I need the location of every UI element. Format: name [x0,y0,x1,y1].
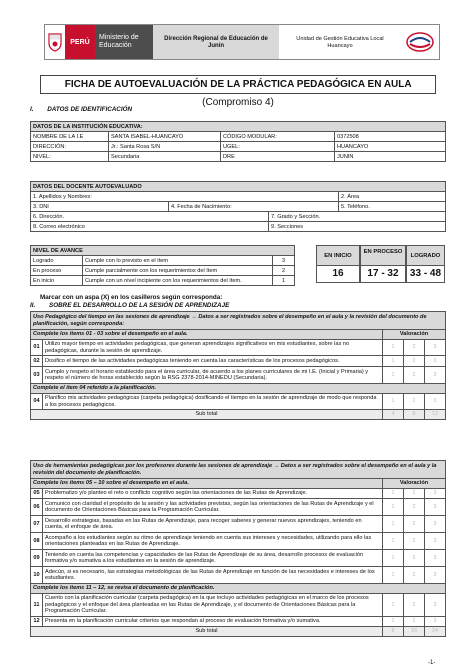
item-text: Planifico mis actividades pedagógicas (carpeta pedagógica) dosificando el tiempo en la sesión de aprendizaje de modo que responda a los procesos pedagógicos. [43,394,383,410]
subtotal-value: 16 [404,627,425,637]
section-2-number: II. [30,302,36,309]
item-number: 08 [31,533,43,550]
level-header: NIVEL DE AVANCE [31,246,295,256]
rating-2-cell[interactable]: 2 [404,489,425,499]
section-1-text: DATOS DE IDENTIFICACIÓN [47,106,133,113]
level-name: En inicio [31,276,83,286]
range-label: EN PROCESO [361,246,405,266]
range-value: 33 - 48 [409,268,442,279]
title-main: FICHA DE AUTOEVALUACIÓN DE LA PRÁCTICA PEDAGÓGICA EN AULA [64,79,412,90]
item-number: 07 [31,516,43,533]
rating-2-cell[interactable]: 2 [404,340,425,356]
rating-2-cell[interactable]: 2 [404,567,425,584]
block-1-subtitle-1: Complete los ítems 01 - 03 sobre el desempeño en el aula. [31,330,383,340]
subtotal-value: 24 [425,627,446,637]
block-1-table [30,311,446,420]
item-number: 02 [31,356,43,367]
subtotal-value: 8 [383,627,404,637]
rating-3-cell[interactable]: 3 [425,533,446,550]
rating-1-cell[interactable]: 1 [383,617,404,627]
item-number: 01 [31,340,43,356]
item-text: Presenta en la planificación curricular criterios que respondan al proceso de evaluación formativa y/o sumativa. [43,617,383,627]
level-score: 1 [273,276,295,286]
item-text: Cumplo y respeto el horario establecido para el área curricular, de acuerdo a los planes curriculares de mi I.E. (Inicial y Primaria) y respeto el número de horas establecido según la RSG 2378-2014-MINEDU (Secundaria). [43,367,383,384]
rating-1-cell[interactable]: 1 [383,594,404,617]
rating-3-cell[interactable]: 3 [425,367,446,384]
block-2-table [30,460,446,637]
level-description: Cumple parcialmente con los requerimientos del ítem [83,266,273,276]
peru-label: PERÚ [65,25,95,59]
range-box-en-inicio [316,245,360,283]
range-box-en-proceso [360,245,406,283]
rating-2-cell[interactable]: 2 [404,550,425,567]
section-2-heading [30,302,229,309]
title-sub: (Compromiso 4) [202,97,274,108]
item-number: 10 [31,567,43,584]
field-apellidos[interactable]: 1. Apellidos y Nombres: [31,192,339,202]
rating-3-cell[interactable]: 3 [425,550,446,567]
rating-1-cell[interactable]: 1 [383,394,404,410]
level-name: Logrado [31,256,83,266]
item-number: 04 [31,394,43,410]
table-cell: NOMBRE DE LA I.E [31,132,109,142]
subtotal-value: 4 [383,410,404,420]
table-cell: UGEL: [221,142,335,152]
rating-1-cell[interactable]: 1 [383,533,404,550]
item-text: Utilizo mayor tiempo en actividades pedagógicas, que generan aprendizajes significativos en mis estudiantes, sobre las no pedagógicas, durante la sesión de aprendizaje. [43,340,383,356]
item-number: 09 [31,550,43,567]
table-cell: 0372508 [335,132,446,142]
rating-2-cell[interactable]: 2 [404,617,425,627]
teacher-table [30,181,446,232]
item-text: Acompaño a los estudiantes según su ritmo de aprendizaje teniendo en cuenta sus intereses y necesidades, utilizando para ello las orientaciones planteadas en las Rutas de Aprendizaje. [43,533,383,550]
field-secciones[interactable]: 9. Secciones [269,222,446,232]
table-cell: DRE [221,152,335,162]
table-cell: CÓDIGO MODULAR: [221,132,335,142]
table-cell: DIRECCIÓN: [31,142,109,152]
teacher-header: DATOS DEL DOCENTE AUTOEVALUADO [31,182,446,192]
rating-3-cell[interactable]: 3 [425,499,446,516]
range-label: EN INICIO [317,246,359,266]
section-1-heading [30,106,132,113]
level-name: En proceso [31,266,83,276]
valoracion-header: Valoración [383,330,446,340]
item-text: Problematizo y/o planteo el reto o conflicto cognitivo según las orientaciones de las Rutas de Aprendizaje. [43,489,383,499]
page-number: -1- [428,660,436,666]
direccion-regional-label: Dirección Regional de Educación de Junín [153,25,279,59]
institution-table [30,121,446,162]
item-number: 06 [31,499,43,516]
rating-1-cell[interactable]: 1 [383,489,404,499]
rating-3-cell[interactable]: 3 [425,489,446,499]
table-cell: JUNIN [335,152,446,162]
table-cell: Jr.: Santa Rosa S/N [109,142,221,152]
item-text: Desarrollo estrategias, basadas en las Rutas de Aprendizaje, para recoger saberes y generar nuevos aprendizajes, teniendo en cuenta, el enfoque de área. [43,516,383,533]
field-fecha-nacimiento[interactable]: 4. Fecha de Nacimiento: [169,202,339,212]
rating-1-cell[interactable]: 1 [383,499,404,516]
level-score: 2 [273,266,295,276]
ugel-logo-icon [401,25,439,59]
rating-1-cell[interactable]: 1 [383,567,404,584]
rating-1-cell[interactable]: 1 [383,550,404,567]
rating-3-cell[interactable]: 3 [425,356,446,367]
subtotal-label: Sub total [31,410,383,420]
rating-3-cell[interactable]: 3 [425,516,446,533]
table-cell: Secundaria [109,152,221,162]
field-direccion[interactable]: 6. Dirección. [31,212,269,222]
instruction-text: Marcar con un aspa (X) en los casilleros según corresponda: [40,294,223,301]
block-2-subtitle-1: Complete los ítems 05 – 10 sobre el desempeño en el aula. [31,479,383,489]
level-description: Cumple con un nivel incipiente con los requerimientos del ítem. [83,276,273,286]
section-1-number: I. [30,106,34,113]
item-text: Dosifico el tiempo de las actividades pedagógicas teniendo en cuenta las características de los procesos pedagógicos. [43,356,383,367]
rating-1-cell[interactable]: 1 [383,367,404,384]
field-dni[interactable]: 3. DNI [31,202,169,212]
rating-2-cell[interactable]: 2 [404,499,425,516]
item-number: 11 [31,594,43,617]
range-value: 17 - 32 [367,268,399,279]
rating-2-cell[interactable]: 2 [404,594,425,617]
item-number: 03 [31,367,43,384]
table-cell: HUANCAYO [335,142,446,152]
ugel-label: Unidad de Gestión Educativa Local Huancayo [279,25,401,59]
item-text: Adecúo, si es necesario, las estrategias metodológicas de las Rutas de Aprendizaje en función de las necesidades e intereses de los estudiantes. [43,567,383,584]
range-box-logrado [406,245,445,283]
valoracion-header: Valoración [383,479,446,489]
level-description: Cumple con lo previsto en el ítem [83,256,273,266]
rating-3-cell[interactable]: 3 [425,594,446,617]
rating-3-cell[interactable]: 3 [425,340,446,356]
section-2-text: SOBRE EL DESARROLLO DE LA SESIÓN DE APRENDIZAJE [49,302,230,309]
subtotal-value: 8 [404,410,425,420]
field-telefono[interactable]: 5. Teléfono. [339,202,446,212]
table-cell: NIVEL: [31,152,109,162]
block-2-title: Uso de herramientas pedagógicas por los profesores durante las sesiones de aprendizaje → Datos a ser registrados sobre el desempeño en el aula y la revisión del documento de planificación. [31,461,446,479]
level-table [30,245,295,286]
block-2-subtitle-2: Complete los ítems 11 – 12, se revisa el documento de planificación. [31,584,446,594]
institution-header: DATOS DE LA INSTITUCIÓN EDUCATIVA: [31,122,446,132]
rating-2-cell[interactable]: 2 [404,367,425,384]
block-1-title: Uso Pedagógico del tiempo en las sesiones de aprendizaje → Datos a ser registrados sobre el desempeño en el aula y la revisión del documento de planificación, según corresponda: [31,312,446,330]
field-grado-seccion[interactable]: 7. Grado y Sección. [269,212,446,222]
rating-1-cell[interactable]: 1 [383,356,404,367]
item-text: Cuento con la planificación curricular (carpeta pedagógica) en la que incluyo actividades pedagógicas en el marco de los procesos pedagógicos y el enfoque del área planteadas en las Rutas de Aprendizaje, y el documento de Orientaciones Básicas para la Programación Curricular. [43,594,383,617]
item-text: Teniendo en cuenta las competencias y capacidades de las Rutas de Aprendizaje de su área, desarrollo procesos de evaluación formativa y/o sumativa a los estudiantes en la sesión de aprendizaje. [43,550,383,567]
rating-3-cell[interactable]: 3 [425,394,446,410]
peru-coat-of-arms-icon [45,25,65,59]
level-score: 3 [273,256,295,266]
range-value: 16 [332,268,344,279]
field-area[interactable]: 2. Área [339,192,446,202]
field-correo[interactable]: 8. Correo electrónico [31,222,269,232]
item-number: 12 [31,617,43,627]
table-cell: SANTA ISABEL-HUANCAYO [109,132,221,142]
rating-2-cell[interactable]: 2 [404,516,425,533]
item-number: 05 [31,489,43,499]
rating-2-cell[interactable]: 2 [404,394,425,410]
item-text: Comunico con claridad el propósito de la sesión y las actividades previstas, según las orientaciones de las Rutas de Aprendizaje y el documento de Orientaciones Básicas para la Programación Curricular. [43,499,383,516]
rating-2-cell[interactable]: 2 [404,356,425,367]
rating-1-cell[interactable]: 1 [383,340,404,356]
subtotal-value: 12 [425,410,446,420]
document-title [40,75,436,108]
ministerio-label: Ministerio de Educación [95,25,153,59]
rating-1-cell[interactable]: 1 [383,516,404,533]
page-header [44,24,440,60]
block-1-subtitle-2: Complete el ítem 04 referido a la planificación. [31,384,446,394]
rating-2-cell[interactable]: 2 [404,533,425,550]
range-label: LOGRADO [407,246,444,266]
rating-3-cell[interactable]: 3 [425,617,446,627]
rating-3-cell[interactable]: 3 [425,567,446,584]
subtotal-label: Sub total [31,627,383,637]
